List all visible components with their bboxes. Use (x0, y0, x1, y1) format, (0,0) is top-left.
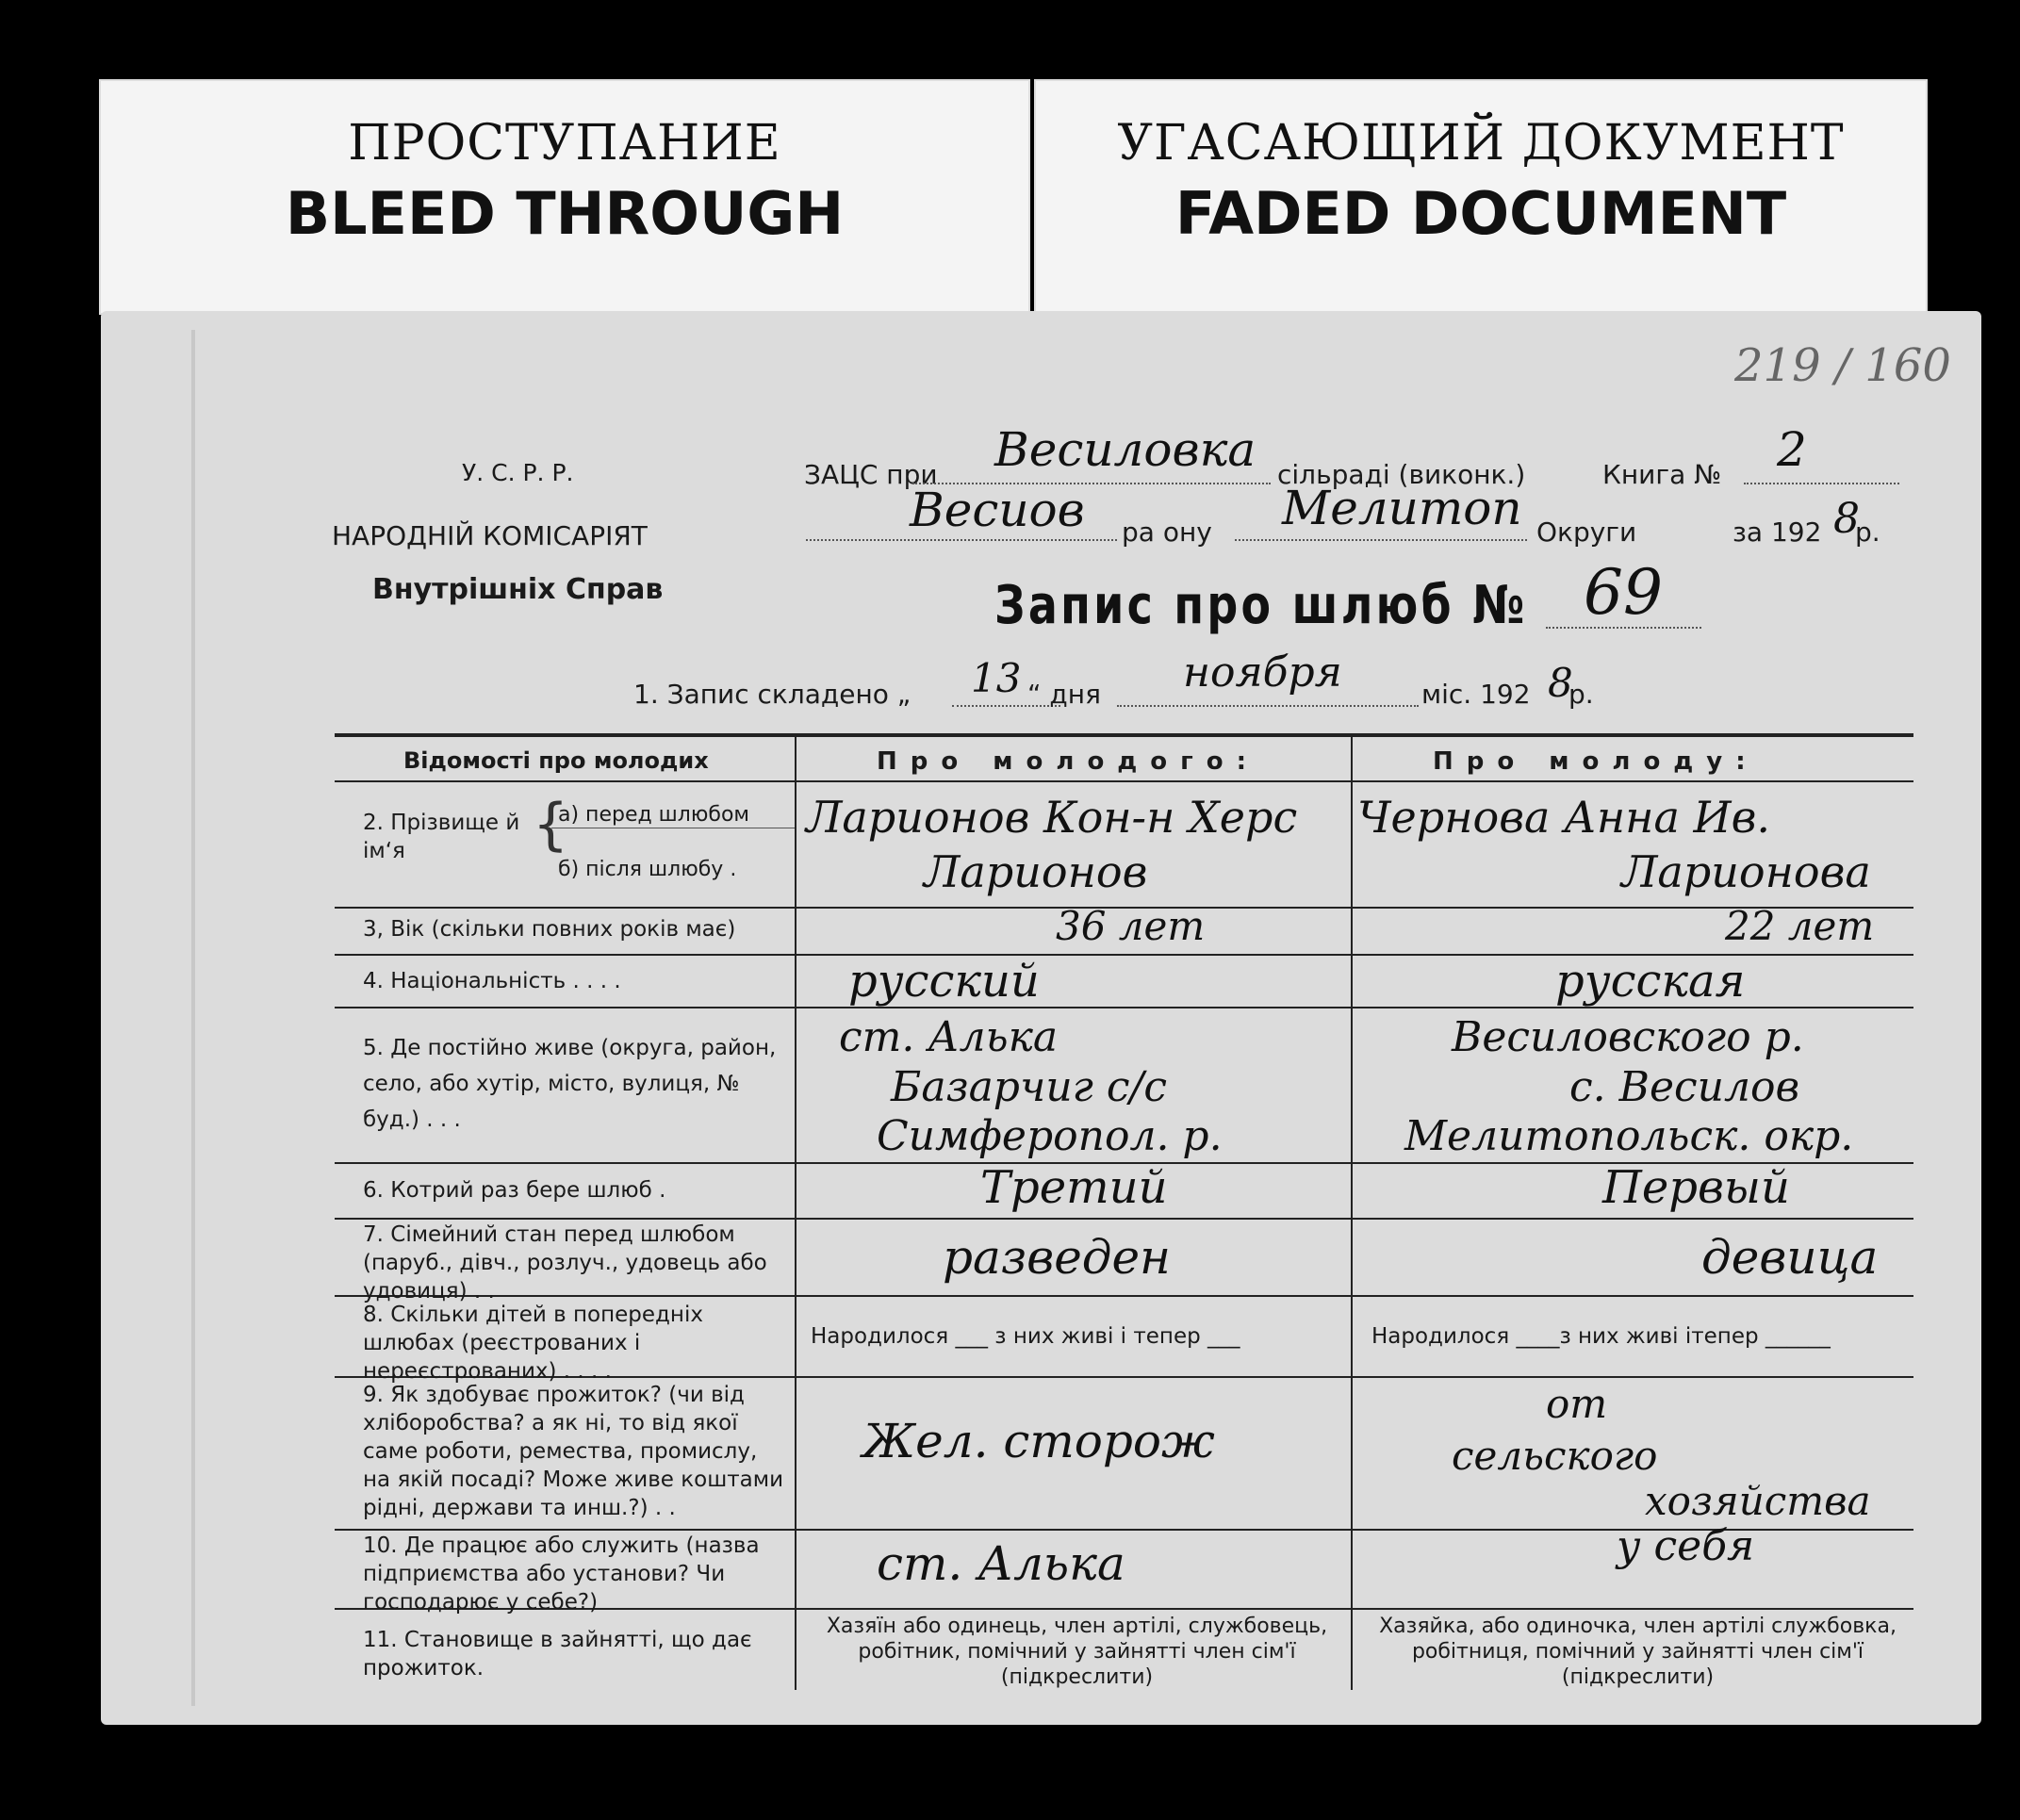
groom-age: 36 лет (1056, 903, 1206, 949)
form-title: Запис про шлюб № (994, 575, 1528, 636)
month-label: міс. 192 (1421, 679, 1531, 710)
okrug-handwritten: Мелитоп (1282, 481, 1522, 535)
row-4-label: 4. Національність . . . . (363, 969, 621, 993)
table-top-border (335, 733, 1913, 737)
col-groom-header: Про молодого: (877, 747, 1260, 776)
record-made-label: 1. Запис складено „ (633, 679, 911, 710)
made-year-suffix: р. (1568, 679, 1594, 710)
faded-document-label-en: FADED DOCUMENT (1174, 179, 1787, 248)
brace-glyph: { (533, 792, 569, 858)
archive-number: 219 / 160 (1734, 339, 1951, 392)
row-3-label: 3, Вік (скільки повних років має) (363, 917, 736, 942)
groom-nationality: русский (848, 955, 1040, 1008)
raion-line (806, 539, 1117, 541)
groom-residence-1: ст. Алька (839, 1013, 1059, 1061)
made-day: 13 (971, 655, 1022, 701)
zags-prefix: ЗАЦС при (804, 459, 938, 490)
bride-workplace: у себя (1617, 1522, 1755, 1570)
bride-residence-2: с. Весилов (1569, 1063, 1800, 1111)
year-digit: 8 (1833, 495, 1860, 543)
book-number: 2 (1777, 422, 1807, 477)
bleed-through-label-ru: ПРОСТУПАНИЕ (348, 115, 781, 172)
groom-children: Народилося ___ з них живі і тепер ___ (811, 1324, 1240, 1349)
row-9-label: 9. Як здобуває прожиток? (чи від хліборобства? а як ні, то від якої саме роботи, ремества, промислу, на якій посаді? Може живе коштами рідні, держави та инш.?) . . (363, 1383, 784, 1520)
groom-workplace: ст. Алька (877, 1536, 1125, 1591)
book-label: Книга № (1602, 459, 1722, 490)
row-6-border (335, 1218, 1913, 1220)
bride-name-after: Ларионова (1621, 846, 1871, 897)
year-suffix: р. (1855, 516, 1880, 548)
made-year-digit: 8 (1548, 660, 1573, 706)
groom-livelihood: Жел. сторож (862, 1414, 1215, 1468)
bride-livelihood-1: от (1546, 1381, 1608, 1427)
selrada-label: сільраді (виконк.) (1277, 459, 1526, 490)
row-7-label: 7. Сімейний стан перед шлюбом (паруб., дівч., розлуч., удовець або удовиця) . . (363, 1222, 767, 1304)
bride-livelihood-3: хозяйства (1645, 1478, 1871, 1524)
faded-document-label (1034, 79, 1928, 315)
bride-residence-3: Мелитопольск. окр. (1404, 1112, 1854, 1160)
bride-livelihood-2: сельского (1452, 1433, 1658, 1479)
commissariat-label: НАРОДНІЙ КОМІСАРІЯТ (332, 520, 648, 551)
column-divider-1 (795, 733, 797, 1690)
day-label: “ дня (1027, 679, 1101, 710)
bride-age: 22 лет (1725, 903, 1875, 949)
okrug-line (1235, 539, 1527, 541)
col-bride-header: Про молоду: (1433, 747, 1759, 776)
bride-children: Народилося ____з них живі ітепер ______ (1371, 1324, 1831, 1349)
year-prefix: за 192 (1733, 516, 1822, 548)
okrug-label: Округи (1536, 516, 1637, 548)
column-divider-2 (1351, 733, 1353, 1690)
row-5-label: 5. Де постійно живе (округа, район, село, або хутір, місто, вулиця, № буд.) . . . (363, 1036, 777, 1132)
ministry-label: Внутрішніх Справ (372, 573, 664, 606)
groom-residence-2: Базарчиг с/с (891, 1063, 1168, 1111)
bleed-through-label (99, 79, 1030, 315)
table-header-border (335, 780, 1913, 782)
record-number: 69 (1584, 556, 1663, 629)
groom-name-after: Ларионов (924, 846, 1148, 897)
bleed-through-label-en: BLEED THROUGH (285, 179, 845, 248)
groom-marriage-count: Третий (980, 1161, 1168, 1214)
col-info-header: Відомості про молодих (403, 747, 709, 774)
faded-document-label-ru: УГАСАЮЩИЙ ДОКУМЕНТ (1117, 115, 1845, 172)
made-month-line (1117, 705, 1419, 707)
bride-nationality: русская (1555, 955, 1746, 1008)
bride-name-before: Чернова Анна Ив. (1357, 792, 1771, 843)
row-6-label: 6. Котрий раз бере шлюб . (363, 1178, 666, 1203)
book-line (1744, 483, 1899, 484)
row-11-label: 11. Становище в зайнятті, що дає прожиток. (363, 1628, 752, 1681)
raion-label: ра ону (1122, 516, 1212, 548)
village-handwritten: Весиловка (994, 422, 1256, 477)
bride-marriage-count: Первый (1602, 1161, 1790, 1214)
row-2b-label: б) після шлюбу . (558, 858, 737, 881)
raion-handwritten: Весиов (910, 483, 1085, 537)
bride-marital-status: девица (1701, 1230, 1879, 1285)
row-2-label: 2. Прізвище й ім‘я (363, 811, 520, 863)
groom-marital-status: разведен (943, 1230, 1171, 1285)
row-8-label: 8. Скільки дітей в попередніх шлюбах (реєстрованих і нереєстрованих) . . . . (363, 1303, 703, 1384)
groom-name-before: Ларионов Кон-н Херс (806, 792, 1298, 843)
bride-residence-1: Весиловского р. (1452, 1013, 1804, 1061)
made-month: ноября (1183, 648, 1342, 697)
groom-occupation-status: Хазяїн або одинець, член артілі, службовець, робітник, помічний у зайнятті член сім'ї (підкреслити) (826, 1615, 1328, 1689)
row-10-label: 10. Де працює або служить (назва підприємства або установи? Чи господарює у себе?) (363, 1533, 760, 1615)
groom-residence-3: Симферопол. р. (877, 1112, 1223, 1160)
row-2a-label: а) перед шлюбом (558, 803, 750, 827)
bride-occupation-status: Хазяйка, або одиночка, член артілі службовка, робітниця, помічний у зайнятті член сім'ї (підкреслити) (1379, 1615, 1897, 1689)
ussr-label: У. С. Р. Р. (462, 459, 574, 486)
